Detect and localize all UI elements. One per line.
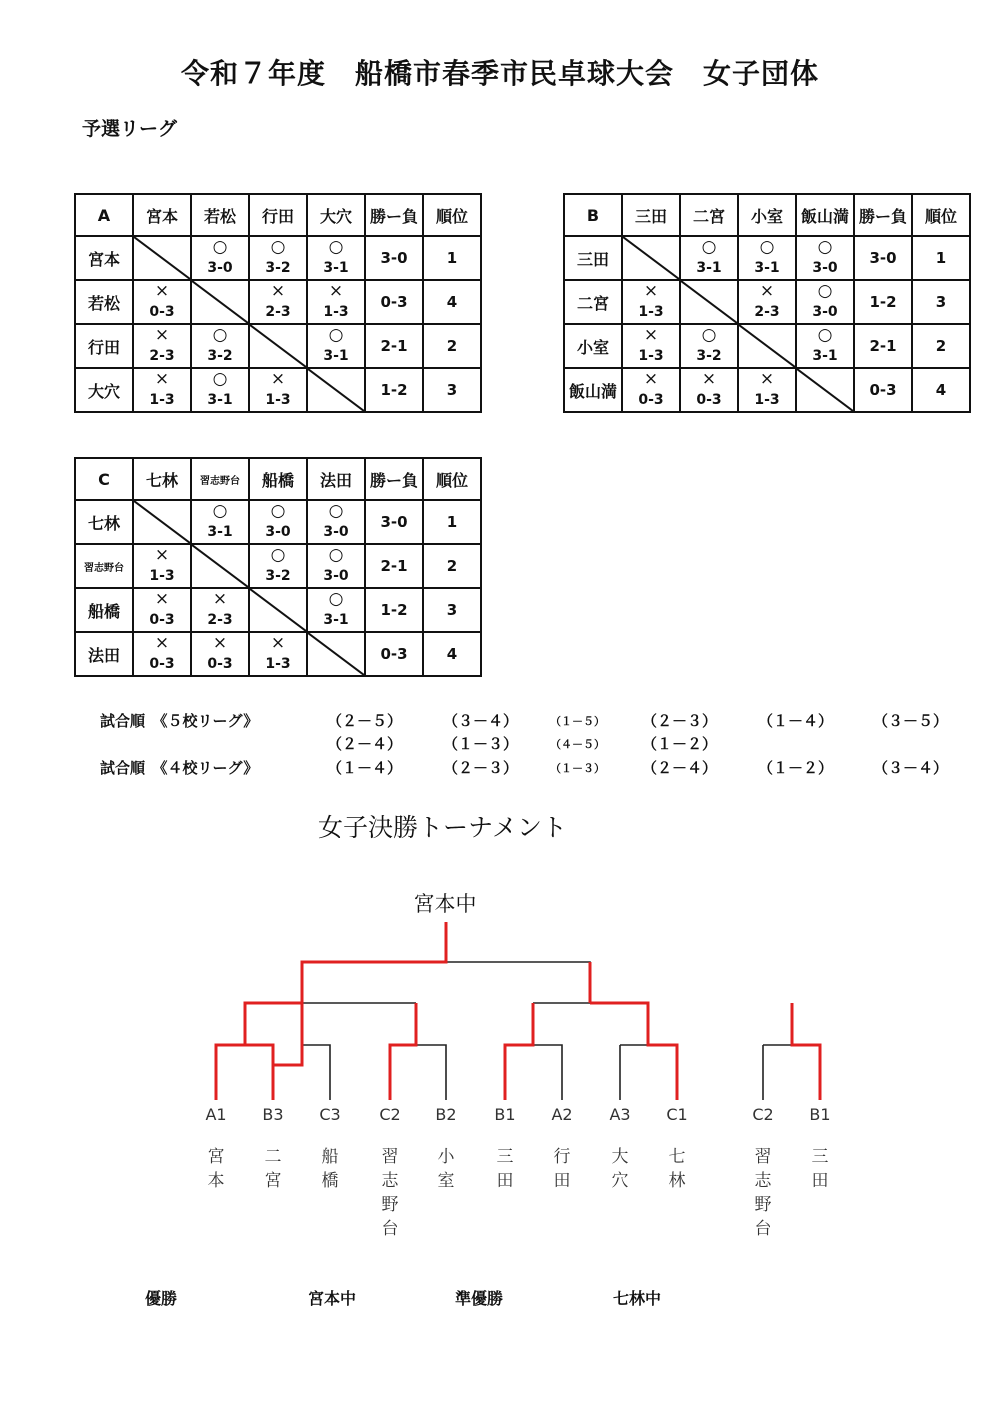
match-pair: （１－３）: [550, 762, 605, 775]
seed-label: C2: [379, 1105, 401, 1124]
loss-mark-icon: ×: [212, 633, 228, 653]
match-pair: （１－５）: [550, 715, 605, 728]
score: 3-1: [323, 612, 349, 628]
row-team-name: 三田: [564, 236, 622, 280]
win-mark-icon: ○: [328, 237, 344, 257]
score: 1-3: [638, 348, 664, 364]
loss-mark-icon: ×: [759, 369, 775, 389]
row-team-name: 宮本: [75, 236, 133, 280]
team-name: 三 田: [496, 1147, 514, 1191]
row-team-name: 七林: [75, 500, 133, 544]
team-name: 習 志 野 台: [754, 1147, 772, 1239]
rank-cell: 4: [423, 632, 481, 676]
column-header: 船橋: [249, 458, 307, 500]
score: 3-2: [265, 260, 291, 276]
match-pair: （２－３）: [642, 712, 718, 730]
column-header-record: 勝ー負: [365, 194, 423, 236]
score: 0-3: [149, 612, 175, 628]
match-pair: （２－３）: [443, 759, 519, 777]
score: 3-2: [207, 348, 233, 364]
seed-label: B1: [809, 1105, 831, 1124]
column-header-rank: 順位: [912, 194, 970, 236]
score: 3-0: [323, 524, 349, 540]
runner-name: 七林中: [613, 1289, 662, 1308]
match-pair: （２－５）: [327, 712, 403, 730]
row-team-name: 行田: [75, 324, 133, 368]
seed-label: A3: [609, 1105, 631, 1124]
loss-mark-icon: ×: [270, 633, 286, 653]
record-cell: 3-0: [365, 236, 423, 280]
rank-cell: 1: [423, 236, 481, 280]
rank-cell: 2: [912, 324, 970, 368]
loss-mark-icon: ×: [328, 281, 344, 301]
score: 3-2: [265, 568, 291, 584]
column-header: 七林: [133, 458, 191, 500]
team-name: 二 宮: [264, 1147, 282, 1191]
row-team-name: 船橋: [75, 588, 133, 632]
score: 2-3: [149, 348, 175, 364]
match-pair: （３－４）: [873, 759, 949, 777]
win-mark-icon: ○: [270, 545, 286, 565]
score: 1-3: [265, 392, 291, 408]
loss-mark-icon: ×: [154, 281, 170, 301]
match-pair: （３－５）: [873, 712, 949, 730]
loss-mark-icon: ×: [154, 545, 170, 565]
record-cell: 1-2: [365, 588, 423, 632]
loss-mark-icon: ×: [643, 369, 659, 389]
column-header: 宮本: [133, 194, 191, 236]
record-cell: 0-3: [854, 368, 912, 412]
team-name: 三 田: [811, 1147, 829, 1191]
record-cell: 0-3: [365, 280, 423, 324]
rank-cell: 3: [423, 368, 481, 412]
score: 2-3: [265, 304, 291, 320]
seed-label: A2: [551, 1105, 573, 1124]
column-header: 行田: [249, 194, 307, 236]
score: 0-3: [638, 392, 664, 408]
seed-label: A1: [205, 1105, 227, 1124]
column-header-rank: 順位: [423, 458, 481, 500]
loss-mark-icon: ×: [270, 369, 286, 389]
win-mark-icon: ○: [212, 237, 228, 257]
column-header-rank: 順位: [423, 194, 481, 236]
section-title: 予選リーグ: [82, 118, 178, 140]
win-mark-icon: ○: [328, 501, 344, 521]
column-header: 習志野台: [191, 458, 249, 500]
win-mark-icon: ○: [759, 237, 775, 257]
match-pair: （１－２）: [642, 735, 718, 753]
score: 3-1: [207, 524, 233, 540]
rank-cell: 2: [423, 324, 481, 368]
record-cell: 3-0: [365, 500, 423, 544]
record-cell: 2-1: [365, 544, 423, 588]
column-header: 大穴: [307, 194, 365, 236]
loss-mark-icon: ×: [270, 281, 286, 301]
row-team-name: 飯山満: [564, 368, 622, 412]
score: 3-0: [812, 304, 838, 320]
match-pair: （１－２）: [758, 759, 834, 777]
runner-label: 準優勝: [455, 1289, 504, 1308]
loss-mark-icon: ×: [643, 281, 659, 301]
score: 0-3: [149, 304, 175, 320]
column-header: 二宮: [680, 194, 738, 236]
score: 3-1: [696, 260, 722, 276]
rank-cell: 3: [912, 280, 970, 324]
score: 1-3: [323, 304, 349, 320]
team-name: 宮 本: [207, 1147, 225, 1191]
loss-mark-icon: ×: [154, 633, 170, 653]
rank-cell: 4: [423, 280, 481, 324]
score: 3-0: [207, 260, 233, 276]
column-header: 法田: [307, 458, 365, 500]
score: 2-3: [754, 304, 780, 320]
team-name: 小 室: [437, 1147, 455, 1191]
record-cell: 0-3: [365, 632, 423, 676]
row-team-name: 法田: [75, 632, 133, 676]
loss-mark-icon: ×: [154, 589, 170, 609]
record-cell: 2-1: [365, 324, 423, 368]
winner-name: 宮本中: [308, 1289, 357, 1308]
score: 0-3: [696, 392, 722, 408]
rank-cell: 1: [423, 500, 481, 544]
row-team-name: 大穴: [75, 368, 133, 412]
win-mark-icon: ○: [270, 237, 286, 257]
win-mark-icon: ○: [701, 325, 717, 345]
team-name: 大 穴: [611, 1147, 629, 1191]
column-header: 小室: [738, 194, 796, 236]
record-cell: 2-1: [854, 324, 912, 368]
team-name: 七 林: [668, 1147, 686, 1191]
record-cell: 3-0: [854, 236, 912, 280]
page-title: 令和７年度 船橋市春季市民卓球大会 女子団体: [180, 57, 819, 90]
tournament-champion: 宮本中: [413, 892, 477, 916]
seed-label: C1: [666, 1105, 688, 1124]
loss-mark-icon: ×: [643, 325, 659, 345]
loss-mark-icon: ×: [154, 325, 170, 345]
loss-mark-icon: ×: [701, 369, 717, 389]
score: 3-0: [812, 260, 838, 276]
team-name: 習 志 野 台: [381, 1147, 399, 1239]
column-header-record: 勝ー負: [365, 458, 423, 500]
league-label: A: [75, 194, 133, 236]
seed-label: B1: [494, 1105, 516, 1124]
score: 0-3: [207, 656, 233, 672]
column-header-record: 勝ー負: [854, 194, 912, 236]
league-label: B: [564, 194, 622, 236]
record-cell: 1-2: [854, 280, 912, 324]
row-team-name: 小室: [564, 324, 622, 368]
score: 2-3: [207, 612, 233, 628]
row-team-name: 習志野台: [75, 544, 133, 588]
five-school-label: 試合順 《５校リーグ》: [100, 712, 259, 730]
score: 3-1: [323, 348, 349, 364]
win-mark-icon: ○: [328, 325, 344, 345]
tournament-title: 女子決勝トーナメント: [318, 813, 568, 842]
team-name: 船 橋: [321, 1147, 339, 1191]
bracket-line: [302, 962, 792, 1100]
win-mark-icon: ○: [817, 325, 833, 345]
score: 3-1: [323, 260, 349, 276]
match-pair: （３－４）: [443, 712, 519, 730]
win-mark-icon: ○: [328, 545, 344, 565]
score: 0-3: [149, 656, 175, 672]
score: 3-0: [323, 568, 349, 584]
match-pair: （１－４）: [758, 712, 834, 730]
seed-label: B3: [262, 1105, 284, 1124]
score: 1-3: [149, 568, 175, 584]
row-team-name: 二宮: [564, 280, 622, 324]
column-header: 三田: [622, 194, 680, 236]
row-team-name: 若松: [75, 280, 133, 324]
match-pair: （１－４）: [327, 759, 403, 777]
loss-mark-icon: ×: [759, 281, 775, 301]
rank-cell: 4: [912, 368, 970, 412]
win-mark-icon: ○: [817, 237, 833, 257]
loss-mark-icon: ×: [212, 589, 228, 609]
loss-mark-icon: ×: [154, 369, 170, 389]
score: 1-3: [754, 392, 780, 408]
column-header: 飯山満: [796, 194, 854, 236]
win-mark-icon: ○: [270, 501, 286, 521]
score: 1-3: [149, 392, 175, 408]
match-pair: （４－５）: [550, 738, 605, 751]
winner-label: 優勝: [145, 1289, 178, 1308]
score: 3-1: [754, 260, 780, 276]
win-mark-icon: ○: [328, 589, 344, 609]
match-pair: （２－４）: [327, 735, 403, 753]
score: 3-0: [265, 524, 291, 540]
seed-label: C3: [319, 1105, 341, 1124]
rank-cell: 1: [912, 236, 970, 280]
score: 3-2: [696, 348, 722, 364]
match-pair: （２－４）: [642, 759, 718, 777]
record-cell: 1-2: [365, 368, 423, 412]
score: 1-3: [638, 304, 664, 320]
score: 3-1: [812, 348, 838, 364]
seed-label: B2: [435, 1105, 457, 1124]
win-mark-icon: ○: [701, 237, 717, 257]
rank-cell: 2: [423, 544, 481, 588]
bracket-win-line: [216, 922, 820, 1100]
score: 3-1: [207, 392, 233, 408]
column-header: 若松: [191, 194, 249, 236]
match-pair: （１－３）: [443, 735, 519, 753]
seed-label: C2: [752, 1105, 774, 1124]
league-label: C: [75, 458, 133, 500]
win-mark-icon: ○: [817, 281, 833, 301]
win-mark-icon: ○: [212, 501, 228, 521]
win-mark-icon: ○: [212, 369, 228, 389]
score: 1-3: [265, 656, 291, 672]
rank-cell: 3: [423, 588, 481, 632]
win-mark-icon: ○: [212, 325, 228, 345]
team-name: 行 田: [553, 1147, 571, 1191]
four-school-label: 試合順 《４校リーグ》: [100, 759, 259, 777]
